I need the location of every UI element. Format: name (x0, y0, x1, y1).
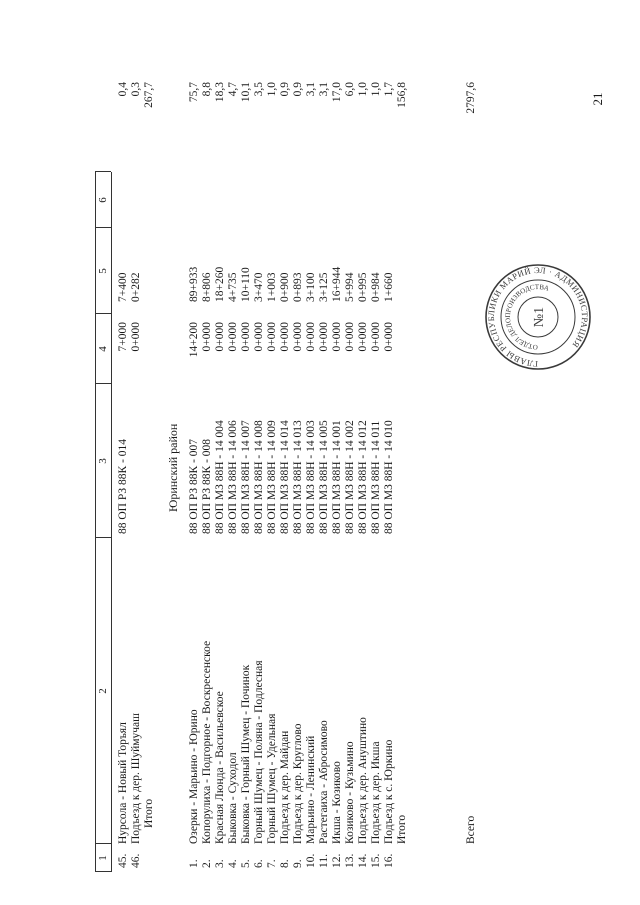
table-row (240, 72, 253, 872)
table-row (227, 72, 240, 872)
start-km: 0+000 (214, 322, 226, 352)
row-number: 7. (266, 859, 278, 868)
row-number: 9. (292, 859, 304, 868)
header-col-3: 3 (97, 458, 109, 464)
road-code: 88 ОП МЗ 88Н - 14 011 (370, 420, 382, 534)
table-row (214, 72, 227, 872)
end-km: 0+995 (357, 272, 369, 302)
official-stamp (483, 262, 593, 372)
road-name: Быковка - Горный Шумец - Починок (240, 664, 252, 844)
length-km: 0,4 (117, 82, 129, 97)
row-number: 45. (117, 853, 129, 868)
length-km: 1,0 (370, 82, 382, 97)
subtotal-label: Итого (396, 814, 408, 844)
table-row (331, 72, 344, 872)
subtotal-value: 156,8 (396, 82, 408, 108)
end-km: 0+984 (370, 272, 382, 302)
length-km: 1,7 (383, 82, 395, 97)
road-code: 88 ОП МЗ 88Н - 14 010 (383, 420, 395, 534)
length-km: 75,7 (188, 82, 200, 103)
length-km: 1,0 (266, 82, 278, 97)
subtotal-value: 267,7 (143, 82, 155, 108)
road-code: 88 ОП МЗ 88Н - 14 001 (331, 420, 343, 534)
start-km: 0+000 (370, 322, 382, 352)
table-row (279, 72, 292, 872)
end-km: 3+125 (318, 272, 330, 302)
road-name: Икша - Козиково (331, 761, 343, 844)
table-row (383, 72, 396, 872)
stamp-outer-text: ГЛАВЫ РЕСПУБЛИКИ МАРИЙ ЭЛ · АДМИНИСТРАЦИЯ (485, 264, 591, 370)
length-km: 0,3 (130, 82, 142, 97)
road-name: Козиково - Кузьмино (344, 741, 356, 844)
row-number: 8. (279, 859, 291, 868)
table-row (130, 72, 143, 872)
length-km: 0,9 (279, 82, 291, 97)
road-code: 88 ОП МЗ 88Н - 14 014 (279, 420, 291, 534)
end-km: 16+944 (331, 266, 343, 302)
subtotal-label: Итого (143, 798, 155, 828)
total-row (465, 72, 478, 872)
start-km: 0+000 (279, 322, 291, 352)
total-value: 2797,6 (465, 82, 477, 114)
start-km: 0+000 (253, 322, 265, 352)
road-name: Копорулиха - Подгорное - Воскресенское (201, 640, 213, 844)
road-name: Озерки - Марьино - Юрино (188, 709, 200, 844)
end-km: 0+282 (130, 272, 142, 302)
road-name: Подъезд к дер. Икша (370, 741, 382, 844)
road-code: 88 ОП РЗ 88К - 007 (188, 438, 200, 534)
row-number: 6. (253, 859, 265, 868)
road-code: 88 ОП РЗ 88К - 008 (201, 438, 213, 534)
length-km: 1,0 (357, 82, 369, 97)
total-label: Всего (465, 815, 477, 844)
length-km: 8,8 (201, 82, 213, 97)
end-km: 89+933 (188, 266, 200, 302)
road-code: 88 ОП МЗ 88Н - 14 012 (357, 420, 369, 534)
start-km: 14+200 (188, 322, 200, 358)
length-km: 0,9 (292, 82, 304, 97)
end-km: 4+735 (227, 272, 239, 302)
table-row (201, 72, 214, 872)
row-number: 46. (130, 853, 142, 868)
rotated-table-container (95, 32, 615, 872)
row-number: 1. (188, 859, 200, 868)
end-km: 3+100 (305, 272, 317, 302)
start-km: 7+000 (117, 322, 129, 352)
table-row (357, 72, 370, 872)
table-row (188, 72, 201, 872)
road-name: Горный Шумец - Поляна - Подлесная (253, 660, 265, 844)
start-km: 0+000 (240, 322, 252, 352)
road-code: 88 ОП МЗ 88Н - 14 003 (305, 420, 317, 534)
road-name: Подъезд к с. Юркино (383, 739, 395, 844)
road-name: Красная Люнда - Васильевское (214, 691, 226, 844)
row-number: 4. (227, 859, 239, 868)
start-km: 0+000 (344, 322, 356, 352)
length-km: 6,0 (344, 82, 356, 97)
table-row (370, 72, 383, 872)
header-col-1: 1 (97, 855, 109, 861)
start-km: 0+000 (292, 322, 304, 352)
road-name: Подъезд к дер. Круглово (292, 723, 304, 844)
table-row (253, 72, 266, 872)
start-km: 0+000 (305, 322, 317, 352)
length-km: 4,7 (227, 82, 239, 97)
end-km: 0+893 (292, 272, 304, 302)
end-km: 7+400 (117, 272, 129, 302)
row-number: 16. (383, 853, 395, 868)
header-col-5: 5 (97, 268, 109, 274)
table-row (292, 72, 305, 872)
length-km: 3,1 (305, 82, 317, 97)
length-km: 18,3 (214, 82, 226, 103)
start-km: 0+000 (227, 322, 239, 352)
end-km: 0+900 (279, 272, 291, 302)
start-km: 0+000 (331, 322, 343, 352)
road-code: 88 ОП МЗ 88Н - 14 006 (227, 420, 239, 534)
start-km: 0+000 (383, 322, 395, 352)
length-km: 10,1 (240, 82, 252, 103)
end-km: 3+470 (253, 272, 265, 302)
row-number: 5. (240, 859, 252, 868)
length-km: 3,1 (318, 82, 330, 97)
road-name: Горный Шумец - Удельная (266, 713, 278, 844)
road-code: 88 ОП МЗ 88Н - 14 005 (318, 420, 330, 534)
road-code: 88 ОП МЗ 88Н - 14 002 (344, 420, 356, 534)
stamp-number: №1 (532, 306, 547, 328)
road-name: Подъезд к дер. Майдан (279, 730, 291, 844)
road-code: 88 ОП МЗ 88Н - 14 008 (253, 420, 265, 534)
row-number: 12. (331, 853, 343, 868)
table-row (344, 72, 357, 872)
header-col-2: 2 (97, 688, 109, 694)
row-number: 15. (370, 853, 382, 868)
road-name: Растегаиха - Абросимово (318, 720, 330, 844)
table-row (318, 72, 331, 872)
row-number: 3. (214, 859, 226, 868)
road-name: Подъезд к дер. Шуймучаш (130, 712, 142, 844)
road-name: Быковка - Суходол (227, 752, 239, 844)
road-name: Подъезд к дер. Ануштино (357, 717, 369, 844)
rotated-table (95, 32, 615, 872)
road-code: 88 ОП МЗ 88Н - 14 004 (214, 420, 226, 534)
road-code: 88 ОП МЗ 88Н - 14 007 (240, 420, 252, 534)
start-km: 0+000 (130, 322, 142, 352)
table-row (305, 72, 318, 872)
end-km: 1+003 (266, 272, 278, 302)
end-km: 10+110 (240, 267, 252, 302)
end-km: 18+260 (214, 266, 226, 302)
row-number: 14. (357, 853, 369, 868)
table-row (117, 72, 130, 872)
table-row (266, 72, 279, 872)
start-km: 0+000 (201, 322, 213, 352)
header-col-6: 6 (97, 197, 109, 203)
road-code: 88 ОП МЗ 88Н - 14 009 (266, 420, 278, 534)
length-km: 3,5 (253, 82, 265, 97)
district-heading: Юринский район (166, 423, 180, 512)
subtotal-row (143, 72, 156, 872)
page-number: 21 (590, 92, 605, 106)
road-name: Нурсола - Новый Торъял (117, 722, 129, 844)
row-number: 11. (318, 854, 330, 868)
header-bottom-rule (111, 172, 112, 872)
header-col-4: 4 (97, 346, 109, 352)
start-km: 0+000 (357, 322, 369, 352)
road-code: 88 ОП РЗ 88К - 014 (117, 438, 129, 534)
row-number: 2. (201, 859, 213, 868)
end-km: 8+806 (201, 272, 213, 302)
start-km: 0+000 (266, 322, 278, 352)
road-name: Марьино - Ленинский (305, 735, 317, 844)
length-km: 17,0 (331, 82, 343, 103)
road-code: 88 ОП МЗ 88Н - 14 013 (292, 420, 304, 534)
stamp-inner-text: ОТДЕЛ ДЕЛОПРОИЗВОДСТВА (503, 282, 550, 352)
row-number: 13. (344, 853, 356, 868)
end-km: 5+994 (344, 272, 356, 302)
subtotal-row (396, 72, 409, 872)
start-km: 0+000 (318, 322, 330, 352)
end-km: 1+660 (383, 272, 395, 302)
row-number: 10. (305, 853, 317, 868)
